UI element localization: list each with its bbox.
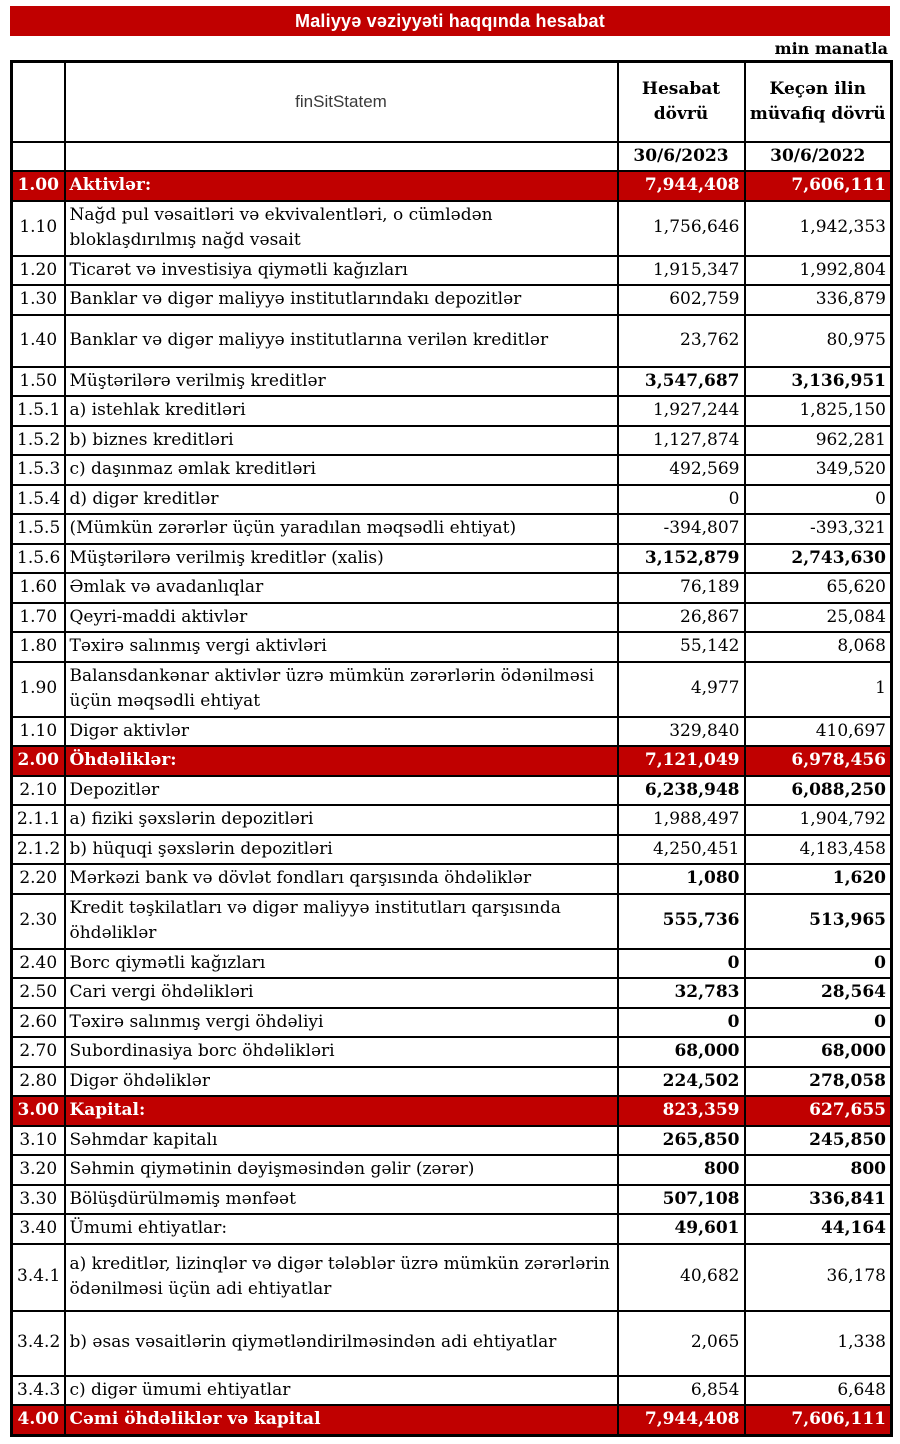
row-label: b) biznes kreditləri xyxy=(65,426,618,456)
row-label: b) hüquqi şəxslərin depozitləri xyxy=(65,835,618,865)
row-value-current: 265,850 xyxy=(618,1126,745,1156)
row-label: Müştərilərə verilmiş kreditlər (xalis) xyxy=(65,544,618,574)
row-number: 2.1.2 xyxy=(12,835,65,865)
date-header-empty xyxy=(12,142,65,172)
table-row xyxy=(12,805,892,835)
report-title-banner xyxy=(10,6,890,36)
table-row xyxy=(12,1067,892,1097)
row-value-previous: 513,965 xyxy=(745,894,892,949)
row-number: 2.10 xyxy=(12,776,65,806)
row-value-previous: 1 xyxy=(745,662,892,717)
row-value-current: 1,127,874 xyxy=(618,426,745,456)
row-value-previous: 1,338 xyxy=(745,1311,892,1376)
row-number: 1.70 xyxy=(12,603,65,633)
row-value-previous: 68,000 xyxy=(745,1037,892,1067)
row-label: Subordinasiya borc öhdəlikləri xyxy=(65,1037,618,1067)
row-value-current: 4,250,451 xyxy=(618,835,745,865)
row-label: Depozitlər xyxy=(65,776,618,806)
table-row xyxy=(12,776,892,806)
row-number: 3.4.2 xyxy=(12,1311,65,1376)
row-label: Balansdankənar aktivlər üzrə mümkün zərərlərin ödənilməsi üçün məqsədli ehtiyat xyxy=(65,662,618,717)
table-row xyxy=(12,201,892,256)
column-header-current-period: Hesabat dövrü xyxy=(618,62,745,142)
row-number: 2.80 xyxy=(12,1067,65,1097)
row-value-current: 6,238,948 xyxy=(618,776,745,806)
row-number: 2.20 xyxy=(12,864,65,894)
row-label: Kapital: xyxy=(65,1096,618,1126)
row-number: 1.90 xyxy=(12,662,65,717)
row-value-previous: 80,975 xyxy=(745,315,892,367)
table-row xyxy=(12,396,892,426)
unit-note: min manatla xyxy=(774,39,888,58)
row-value-current: 1,915,347 xyxy=(618,256,745,286)
row-value-previous: 1,825,150 xyxy=(745,396,892,426)
row-label: b) əsas vəsaitlərin qiymətləndirilməsindən adi ehtiyatlar xyxy=(65,1311,618,1376)
row-value-current: 6,854 xyxy=(618,1376,745,1406)
table-row xyxy=(12,864,892,894)
row-number: 1.5.2 xyxy=(12,426,65,456)
row-number: 1.5.6 xyxy=(12,544,65,574)
row-value-current: 7,121,049 xyxy=(618,746,745,776)
row-value-previous: 28,564 xyxy=(745,978,892,1008)
row-value-previous: 245,850 xyxy=(745,1126,892,1156)
row-value-current: 329,840 xyxy=(618,717,745,747)
row-label: c) digər ümumi ehtiyatlar xyxy=(65,1376,618,1406)
table-row xyxy=(12,1405,892,1435)
row-label: Öhdəliklər: xyxy=(65,746,618,776)
row-number: 3.10 xyxy=(12,1126,65,1156)
row-label: Səhmdar kapitalı xyxy=(65,1126,618,1156)
row-value-current: 0 xyxy=(618,485,745,515)
row-number: 1.30 xyxy=(12,285,65,315)
row-label: (Mümkün zərərlər üçün yaradılan məqsədli ehtiyat) xyxy=(65,514,618,544)
row-label: Müştərilərə verilmiş kreditlər xyxy=(65,367,618,397)
row-value-current: 7,944,408 xyxy=(618,1405,745,1435)
row-label: Ümumi ehtiyatlar: xyxy=(65,1214,618,1244)
row-value-previous: 0 xyxy=(745,949,892,979)
row-number: 1.5.3 xyxy=(12,455,65,485)
row-number: 3.30 xyxy=(12,1185,65,1215)
row-value-previous: 1,942,353 xyxy=(745,201,892,256)
row-value-previous: 44,164 xyxy=(745,1214,892,1244)
row-number: 1.5.1 xyxy=(12,396,65,426)
row-label: Cəmi öhdəliklər və kapital xyxy=(65,1405,618,1435)
row-number: 2.1.1 xyxy=(12,805,65,835)
row-number: 1.80 xyxy=(12,632,65,662)
table-row xyxy=(12,746,892,776)
row-value-previous: 336,879 xyxy=(745,285,892,315)
row-label: Borc qiymətli kağızları xyxy=(65,949,618,979)
row-value-previous: 1,904,792 xyxy=(745,805,892,835)
row-value-previous: 0 xyxy=(745,485,892,515)
row-number: 2.40 xyxy=(12,949,65,979)
row-label: Aktivlər: xyxy=(65,171,618,201)
table-row xyxy=(12,978,892,1008)
row-number: 2.70 xyxy=(12,1037,65,1067)
table-row xyxy=(12,256,892,286)
row-value-current: 0 xyxy=(618,949,745,979)
row-number: 3.4.1 xyxy=(12,1244,65,1311)
table-row xyxy=(12,1037,892,1067)
date-current: 30/6/2023 xyxy=(618,142,745,172)
row-label: Təxirə salınmış vergi aktivləri xyxy=(65,632,618,662)
row-value-previous: 1,620 xyxy=(745,864,892,894)
row-value-current: 2,065 xyxy=(618,1311,745,1376)
table-row xyxy=(12,455,892,485)
row-label: Ticarət və investisiya qiymətli kağızları xyxy=(65,256,618,286)
row-label: Təxirə salınmış vergi öhdəliyi xyxy=(65,1008,618,1038)
column-header-previous-period: Keçən ilin müvafiq dövrü xyxy=(745,62,892,142)
row-value-previous: -393,321 xyxy=(745,514,892,544)
row-value-previous: 25,084 xyxy=(745,603,892,633)
row-value-previous: 65,620 xyxy=(745,573,892,603)
row-number: 2.60 xyxy=(12,1008,65,1038)
row-number: 2.50 xyxy=(12,978,65,1008)
row-value-previous: 278,058 xyxy=(745,1067,892,1097)
table-row xyxy=(12,949,892,979)
row-number: 2.30 xyxy=(12,894,65,949)
table-row xyxy=(12,1008,892,1038)
table-row xyxy=(12,835,892,865)
row-value-previous: 4,183,458 xyxy=(745,835,892,865)
table-row xyxy=(12,1244,892,1311)
row-value-current: 3,547,687 xyxy=(618,367,745,397)
row-value-current: 32,783 xyxy=(618,978,745,1008)
row-value-current: 823,359 xyxy=(618,1096,745,1126)
table-row xyxy=(12,632,892,662)
row-value-current: 68,000 xyxy=(618,1037,745,1067)
row-value-current: 76,189 xyxy=(618,573,745,603)
table-row xyxy=(12,1096,892,1126)
row-value-current: 55,142 xyxy=(618,632,745,662)
row-number: 3.40 xyxy=(12,1214,65,1244)
row-number: 1.60 xyxy=(12,573,65,603)
row-number: 2.00 xyxy=(12,746,65,776)
table-row xyxy=(12,1311,892,1376)
row-value-previous: 410,697 xyxy=(745,717,892,747)
column-header-empty xyxy=(12,62,65,142)
row-value-previous: 800 xyxy=(745,1155,892,1185)
row-value-current: -394,807 xyxy=(618,514,745,544)
table-row xyxy=(12,1126,892,1156)
column-header-row xyxy=(12,62,892,142)
row-number: 4.00 xyxy=(12,1405,65,1435)
row-number: 3.4.3 xyxy=(12,1376,65,1406)
row-value-previous: 8,068 xyxy=(745,632,892,662)
row-label: Mərkəzi bank və dövlət fondları qarşısında öhdəliklər xyxy=(65,864,618,894)
row-number: 1.20 xyxy=(12,256,65,286)
column-header-name: finSitStatem xyxy=(65,62,618,142)
row-number: 1.40 xyxy=(12,315,65,367)
table-row xyxy=(12,544,892,574)
row-value-previous: 36,178 xyxy=(745,1244,892,1311)
row-value-current: 26,867 xyxy=(618,603,745,633)
row-value-previous: 0 xyxy=(745,1008,892,1038)
row-value-current: 3,152,879 xyxy=(618,544,745,574)
financial-statement-table xyxy=(10,60,893,1437)
table-row xyxy=(12,1214,892,1244)
row-label: Qeyri-maddi aktivlər xyxy=(65,603,618,633)
row-value-previous: 6,978,456 xyxy=(745,746,892,776)
row-value-current: 224,502 xyxy=(618,1067,745,1097)
row-label: a) fiziki şəxslərin depozitləri xyxy=(65,805,618,835)
table-row xyxy=(12,573,892,603)
row-label: Cari vergi öhdəlikləri xyxy=(65,978,618,1008)
row-number: 3.20 xyxy=(12,1155,65,1185)
row-value-current: 602,759 xyxy=(618,285,745,315)
report-title: Maliyyə vəziyyəti haqqında hesabat xyxy=(295,10,605,31)
table-row xyxy=(12,485,892,515)
row-value-current: 800 xyxy=(618,1155,745,1185)
row-value-previous: 7,606,111 xyxy=(745,1405,892,1435)
row-value-current: 4,977 xyxy=(618,662,745,717)
row-label: c) daşınmaz əmlak kreditləri xyxy=(65,455,618,485)
row-value-previous: 349,520 xyxy=(745,455,892,485)
row-value-previous: 6,088,250 xyxy=(745,776,892,806)
row-value-previous: 962,281 xyxy=(745,426,892,456)
row-value-current: 23,762 xyxy=(618,315,745,367)
row-number: 1.50 xyxy=(12,367,65,397)
table-row xyxy=(12,285,892,315)
row-label: Bölüşdürülməmiş mənfəət xyxy=(65,1185,618,1215)
row-label: Səhmin qiymətinin dəyişməsindən gəlir (zərər) xyxy=(65,1155,618,1185)
table-row xyxy=(12,894,892,949)
row-value-current: 7,944,408 xyxy=(618,171,745,201)
row-number: 1.10 xyxy=(12,717,65,747)
row-value-previous: 3,136,951 xyxy=(745,367,892,397)
date-header-empty xyxy=(65,142,618,172)
row-label: Banklar və digər maliyyə institutlarına verilən kreditlər xyxy=(65,315,618,367)
row-label: Digər öhdəliklər xyxy=(65,1067,618,1097)
row-value-current: 1,080 xyxy=(618,864,745,894)
row-value-current: 0 xyxy=(618,1008,745,1038)
row-label: Digər aktivlər xyxy=(65,717,618,747)
row-value-previous: 627,655 xyxy=(745,1096,892,1126)
row-number: 1.5.4 xyxy=(12,485,65,515)
row-number: 1.10 xyxy=(12,201,65,256)
table-row xyxy=(12,315,892,367)
row-value-current: 555,736 xyxy=(618,894,745,949)
row-value-previous: 2,743,630 xyxy=(745,544,892,574)
row-label: Nağd pul vəsaitləri və ekvivalentləri, o cümlədən bloklaşdırılmış nağd vəsait xyxy=(65,201,618,256)
row-value-current: 1,927,244 xyxy=(618,396,745,426)
row-label: Kredit təşkilatları və digər maliyyə institutları qarşısında öhdəliklər xyxy=(65,894,618,949)
row-number: 3.00 xyxy=(12,1096,65,1126)
row-value-current: 1,988,497 xyxy=(618,805,745,835)
row-value-current: 49,601 xyxy=(618,1214,745,1244)
row-number: 1.00 xyxy=(12,171,65,201)
table-row xyxy=(12,367,892,397)
row-label: a) kreditlər, lizinqlər və digər tələblər üzrə mümkün zərərlərin ödənilməsi üçün adi ehtiyatlar xyxy=(65,1244,618,1311)
date-previous: 30/6/2022 xyxy=(745,142,892,172)
table-row xyxy=(12,1155,892,1185)
table-row xyxy=(12,514,892,544)
table-row xyxy=(12,717,892,747)
row-label: a) istehlak kreditləri xyxy=(65,396,618,426)
row-value-previous: 6,648 xyxy=(745,1376,892,1406)
table-row xyxy=(12,662,892,717)
table-row xyxy=(12,1376,892,1406)
table-row xyxy=(12,603,892,633)
row-label: d) digər kreditlər xyxy=(65,485,618,515)
row-value-current: 1,756,646 xyxy=(618,201,745,256)
row-value-current: 40,682 xyxy=(618,1244,745,1311)
row-number: 1.5.5 xyxy=(12,514,65,544)
date-header-row xyxy=(12,142,892,172)
table-row xyxy=(12,426,892,456)
row-label: Əmlak və avadanlıqlar xyxy=(65,573,618,603)
table-row xyxy=(12,171,892,201)
row-value-previous: 7,606,111 xyxy=(745,171,892,201)
table-row xyxy=(12,1185,892,1215)
row-value-previous: 336,841 xyxy=(745,1185,892,1215)
row-value-current: 492,569 xyxy=(618,455,745,485)
row-value-current: 507,108 xyxy=(618,1185,745,1215)
row-label: Banklar və digər maliyyə institutlarındakı depozitlər xyxy=(65,285,618,315)
row-value-previous: 1,992,804 xyxy=(745,256,892,286)
